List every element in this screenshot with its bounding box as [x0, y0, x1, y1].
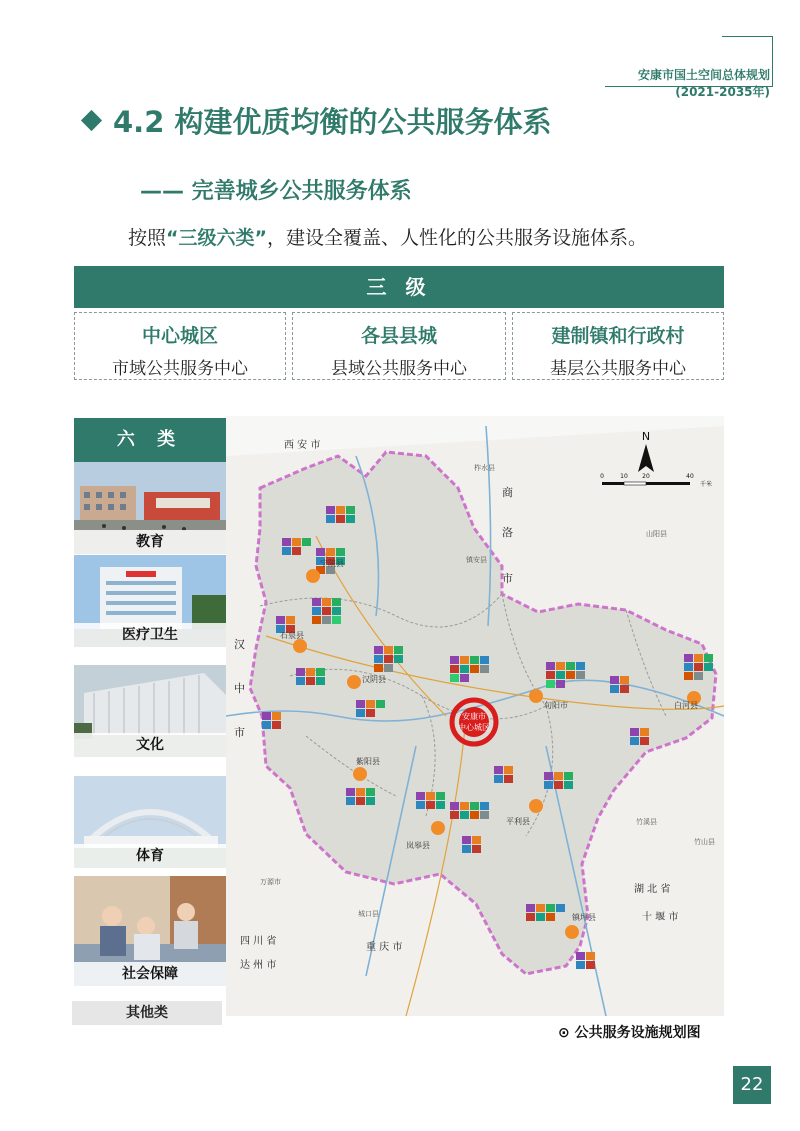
region-label-sichuan: 四 川 省: [240, 936, 277, 947]
scale-tick: 20: [642, 473, 650, 480]
region-label-shangluo-3: 市: [502, 572, 513, 585]
center-label-line-2: 中心城区: [458, 723, 490, 732]
county-label: 汉阴县: [362, 675, 386, 684]
scale-unit: 千米: [700, 481, 713, 488]
categories-header: 六 类: [74, 418, 226, 462]
tier-cell-town: [512, 312, 724, 380]
county-dot: [293, 639, 307, 653]
small-label: 竹山县: [694, 838, 715, 846]
county-label: 平利县: [506, 817, 530, 826]
county-dot: [565, 925, 579, 939]
intro-highlight: “三级六类”: [166, 227, 267, 249]
region-label-chongqing: 重 庆 市: [366, 942, 403, 953]
document-title: 安康市国土空间总体规划: [637, 68, 770, 82]
county-label: 石泉县: [280, 631, 304, 640]
region-label-dazhou: 达 州 市: [240, 960, 277, 971]
category-label: 文化: [74, 733, 226, 757]
category-card-sports: [74, 776, 226, 868]
tier-name: 各县县城: [360, 325, 437, 347]
county-label: 紫阳县: [356, 757, 380, 766]
category-label: 体育: [74, 844, 226, 868]
county-dot: [529, 689, 543, 703]
intro-after: ，建设全覆盖、人性化的公共服务设施体系。: [267, 227, 648, 249]
map-caption: ⊙ 公共服务设施规划图: [558, 1025, 701, 1041]
scale-tick: 10: [620, 473, 628, 480]
region-label-shangluo-1: 商: [502, 486, 513, 499]
category-card-medical: [74, 555, 226, 647]
region-label-hanzhong-2: 中: [234, 682, 245, 695]
category-label: 医疗卫生: [74, 623, 226, 647]
center-label-line-1: 安康市: [462, 712, 486, 721]
county-dot: [529, 799, 543, 813]
category-card-social-security: [74, 876, 226, 986]
intro-before: 按照: [128, 227, 167, 249]
region-label-shangluo-2: 洛: [502, 526, 513, 539]
category-other: 其他类: [72, 1001, 222, 1025]
region-label-hubei: 湖 北 省: [634, 884, 671, 895]
category-card-culture: [74, 665, 226, 757]
region-label-shiyan: 十 堰 市: [642, 912, 679, 923]
county-dot: [306, 569, 320, 583]
subsection-title: —— 完善城乡公共服务体系: [140, 179, 412, 204]
small-label: 城口县: [358, 910, 379, 918]
scale-tick: 40: [686, 473, 694, 480]
region-label-xian: 西 安 市: [284, 440, 321, 451]
svg-text:N: N: [641, 430, 651, 443]
county-dot: [347, 675, 361, 689]
category-card-education: [74, 462, 226, 554]
small-label: 竹溪县: [636, 818, 657, 826]
county-dot: [431, 821, 445, 835]
tier-name: 中心城区: [141, 325, 218, 347]
document-years: (2021-2035年): [675, 85, 770, 99]
category-label: 社会保障: [74, 962, 226, 986]
county-label: 旬阳市: [544, 701, 568, 710]
small-label: 镇安县: [466, 556, 487, 564]
section-diamond-icon: [81, 110, 102, 131]
public-service-map: [226, 416, 724, 1016]
small-label: 万源市: [260, 878, 281, 886]
page-number: 22: [733, 1066, 771, 1104]
small-label: 山阳县: [646, 530, 667, 538]
tier-desc: 市域公共服务中心: [112, 359, 248, 379]
tiers-header: 三 级: [74, 266, 724, 308]
county-label: 宁陕县: [320, 559, 344, 568]
region-label-hanzhong-3: 市: [234, 726, 245, 739]
tier-name: 建制镇和行政村: [551, 325, 685, 347]
tier-cell-center: [74, 312, 286, 380]
intro-paragraph: [128, 223, 647, 250]
county-label: 白河县: [674, 701, 698, 710]
category-label: 教育: [74, 530, 226, 554]
region-label-hanzhong-1: 汉: [234, 638, 245, 651]
county-label: 镇坪县: [572, 913, 596, 922]
tier-desc: 县域公共服务中心: [331, 359, 467, 379]
tier-cell-county: [292, 312, 506, 380]
tier-desc: 基层公共服务中心: [550, 359, 686, 379]
small-label: 柞水县: [474, 464, 495, 472]
section-title: 4.2 构建优质均衡的公共服务体系: [113, 105, 552, 139]
county-label: 岚皋县: [406, 841, 430, 850]
county-dot: [353, 767, 367, 781]
scale-tick: 0: [600, 473, 604, 480]
